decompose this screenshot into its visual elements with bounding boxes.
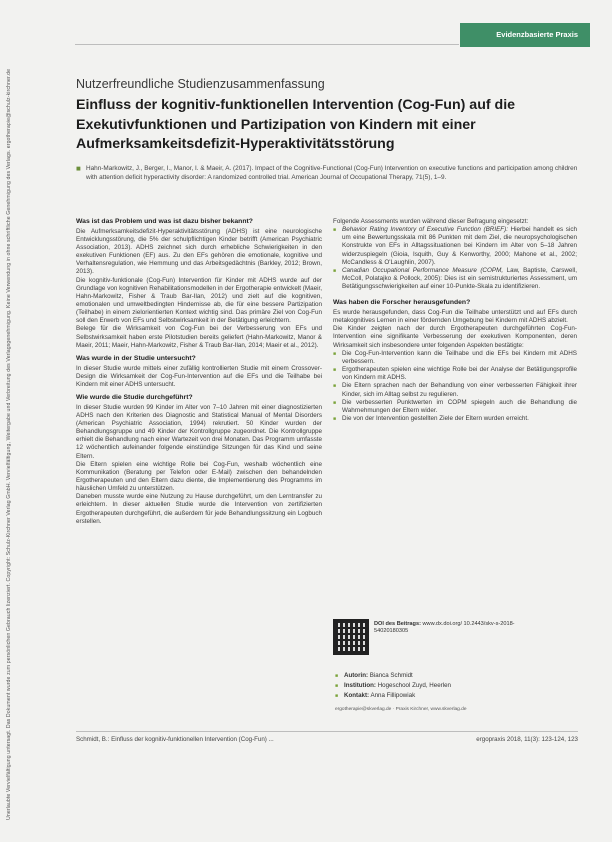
list-item: ■ Die Eltern sprachen nach der Behandlung von einer verbesserten Fähigkeit ihrer Kinder, sich im Alltag selbst zu regulieren. [333,382,577,398]
fine-print: ergotherapie@skverlag.de · Praxis Kirchner, www.skverlag.de [335,707,467,712]
assessment-list [333,226,577,291]
assessment-text: Law, Baptiste, Carswell, McColl, Polatajko & Pollock, 2005): Dies ist ein semistrukturiertes Assessment, um Betätigungsschwierigkeiten auf einer 10-Punkte-Skala zu identifizieren. [342,266,577,291]
right-column [333,218,577,423]
list-item [333,267,577,291]
paragraph: Belege für die Wirksamkeit von Cog-Fun bei der Verbesserung von EFs und Selbstwirksamkeit haben erste Pilotstudien bereits geliefert (Hahn-Markowitz, Manor & Maeir, 2011; Maeir, Hahn-Markowitz, Fisher & Traub Bar-Ilan, 2014; Maeir et al., 2012). [76,325,322,349]
section-heading: Was wurde in der Studie untersucht? [76,354,196,362]
paragraph: Die Aufmerksamkeitsdefizit-Hyperaktivitätsstörung (ADHS) ist eine neurologische Entwicklungsstörung, die 5% der schulpflichtigen Kinder betrifft (American Psychiatric Association, 2013). ADHS zeichnet sich durch erhebliche Schwierigkeiten in den exekutiven Funktionen (EF) aus. Zu den EFs gehören die emotionale, kognitive und Verhaltensregulation, wie Hemmung und das Arbeitsgedächtnis (Barkley, 2012; Brown, 2013). [76,227,322,276]
paragraph: In dieser Studie wurden 99 Kinder im Alter von 7–10 Jahren mit einer diagnostizierten ADHS nach den Kriterien des Diagnostic and Statistical Manual of Mental Disorders (American Psychiatric Association, 1994) rekrutiert. 50 Kinder wurden der Behandlungsgruppe und 49 Kinder der Kontrollgruppe zugeordnet. Die Kontrollgruppe erhielt die Behandlung nach einer Wartezeit von drei Monaten. Das Programm umfasste 12 wöchentlich aufeinander folgende einstündige Sitzungen für das Kind und seine Eltern. [76,403,322,460]
qr-code [333,619,369,655]
assessment-name: Canadian Occupational Performance Measure (COPM, [342,266,504,274]
paragraph: Die kognitiv-funktionale (Cog-Fun) Intervention für Kinder mit ADHS wurde auf der Grundlage von kognitiven Rehabilitationsmodellen in der Ergotherapie entwickelt (Maeir, Hahn-Markowitz, Fisher & Traub Bar-Ilan, 2012) und zielt auf die kognitiven, emotionalen und umweltbedingten Hindernisse ab, die für eine bessere Partizipation (Teilhabe) in einem zielorientierten Kontext wichtig sind. Das primäre Ziel von Cog-Fun soll den Erwerb von EFs und Selbstwirksamkeit in der Betätigung erleichtern. [76,276,322,325]
meta-value: Hogeschool Zuyd, Heerlen [375,682,451,689]
doi-label: DOI des Beitrags: [374,621,421,627]
paragraph: Es wurde herausgefunden, dass Cog-Fun die Teilhabe unterstützt und auf EFs durch metakognitives Lernen in einer fördernden Umgebung bei Kindern mit ADHS abzielt. [333,309,577,325]
meta-row [335,681,535,691]
section-heading: Was haben die Forscher herausgefunden? [333,299,471,307]
assessment-text: Hierbei handelt es sich um eine Bewertungsskala mit 86 Punkten mit dem Ziel, die neuropsychologischen Konstrukte von EFs in Alltagssituationen bei Kindern im Alter von 5–18 Jahren widerzuspiegeln (Gioia, Isquith, Guy & Kenworthy, 2000; Mahone et al., 2002; McCandless & O'Laughlin, 2007). [342,226,577,266]
article-title: Einfluss der kognitiv-funktionellen Intervention (Cog-Fun) auf die Exekutivfunktionen und Partizipation von Kindern mit einer Aufmerksamkeitsdefizit-Hyperaktivitätsstörung [76,97,516,152]
top-rule [75,44,459,45]
citation-text: Hahn-Markowitz, J., Berger, I., Manor, I. & Maeir, A. (2017). Impact of the Cognitive-Functional (Cog-Fun) Intervention on executive functions and participation among children with attention deficit hyperactivity disorder: A randomized controlled trial. American Journal of Occupational Therapy, 71(5), 1–9. [86,165,578,181]
paragraph: Die Kinder zeigten nach der durch Ergotherapeuten durchgeführten Cog-Fun-Intervention eine signifikante Verbesserung der exekutiven Komponenten, deren Wirksamkeit sich insbesondere unter folgenden Aspekten bestätigte: [333,325,577,349]
meta-key: Autorin: [344,672,369,679]
doi-block [374,621,524,635]
meta-row [335,691,535,701]
left-column [76,218,322,526]
paragraph: Die Eltern spielen eine wichtige Rolle bei Cog-Fun, weshalb wöchentlich eine Kommunikation (Beratung per Telefon oder E-Mail) zwischen den behandelnden Ergotherapeuten und den Eltern dazu diente, die Implementierung des Programms im häuslichen Umfeld zu unterstützen. [76,460,322,493]
findings-list [333,350,577,423]
list-item [333,226,577,267]
paragraph: Folgende Assessments wurden während dieser Befragung eingesetzt: [333,218,529,225]
article-kicker: Nutzerfreundliche Studienzusammenfassung [76,77,325,91]
footer-journal-ref: ergopraxis 2018, 11(3): 123-124, 123 [476,736,578,743]
bottom-rule [76,731,578,732]
doi-link[interactable]: www.dx.doi.org/ 10.2443/skv-s-2018-54020180305 [374,621,515,635]
section-badge: Evidenzbasierte Praxis [460,23,590,47]
meta-key: Kontakt: [344,692,370,699]
meta-row [335,671,535,681]
meta-value: Bianca Schmidt [368,672,413,679]
section-heading: Wie wurde die Studie durchgeführt? [76,394,193,401]
meta-value: Anna Fillipowiak [369,692,416,699]
assessment-name: Behavior Rating Inventory of Executive Function (BRIEF): [342,226,508,234]
footer-running-title: Schmidt, B.: Einfluss der kognitiv-funktionellen Intervention (Cog-Fun) ... [76,736,274,743]
author-meta [335,671,535,701]
list-item: ■ Die von der Intervention gestellten Ziele der Eltern wurden erreicht. [333,415,577,423]
meta-key: Institution: [344,682,376,689]
citation [76,165,584,182]
margin-copyright-note: Unerlaubte Vervielfältigung untersagt. Das Dokument wurde zum persönlichen Gebrauch lizenziert. Copyright: Schulz-Kirchner Verlag GmbH. Vervielfältigung, Weitergabe und Verbreitung des Verlagsgenehmigung. Keine Verwendung in ohne schriftliche Genehmigung des Verlags. ergotherapie@schulz-kirchner.de [6,68,12,820]
section-heading: Was ist das Problem und was ist dazu bisher bekannt? [76,218,253,225]
paragraph: Daneben musste wurde eine Nutzung zu Hause durchgeführt, um den Lerntransfer zu erleichtern. In dieser aktuellen Studie wurde die Intervention von zertifizierten Ergotherapeuten durchgeführt, die außerdem für jede Behandlungssitzung ein Logbuch erstellen. [76,493,322,525]
paragraph: In dieser Studie wurde mittels einer zufällig kontrollierten Studie mit einem Crossover-Design die Wirksamkeit der Cog-Fun-Intervention auf die EFs und die Teilhabe bei Kindern mit einer ADHS untersucht. [76,364,322,388]
list-item: ■ Die Cog-Fun-Intervention kann die Teilhabe und die EFs bei Kindern mit ADHS verbessern. [333,350,577,366]
list-item: ■ Die verbesserten Punktwerten im COPM spiegeln auch die Behandlung die Wahrnehmungen der Eltern wider. [333,399,577,415]
citation-bullet-icon: ■ [76,164,81,173]
list-item: ■ Ergotherapeuten spielen eine wichtige Rolle bei der Analyse der Betätigungsprofile von Kindern mit ADHS. [333,366,577,382]
